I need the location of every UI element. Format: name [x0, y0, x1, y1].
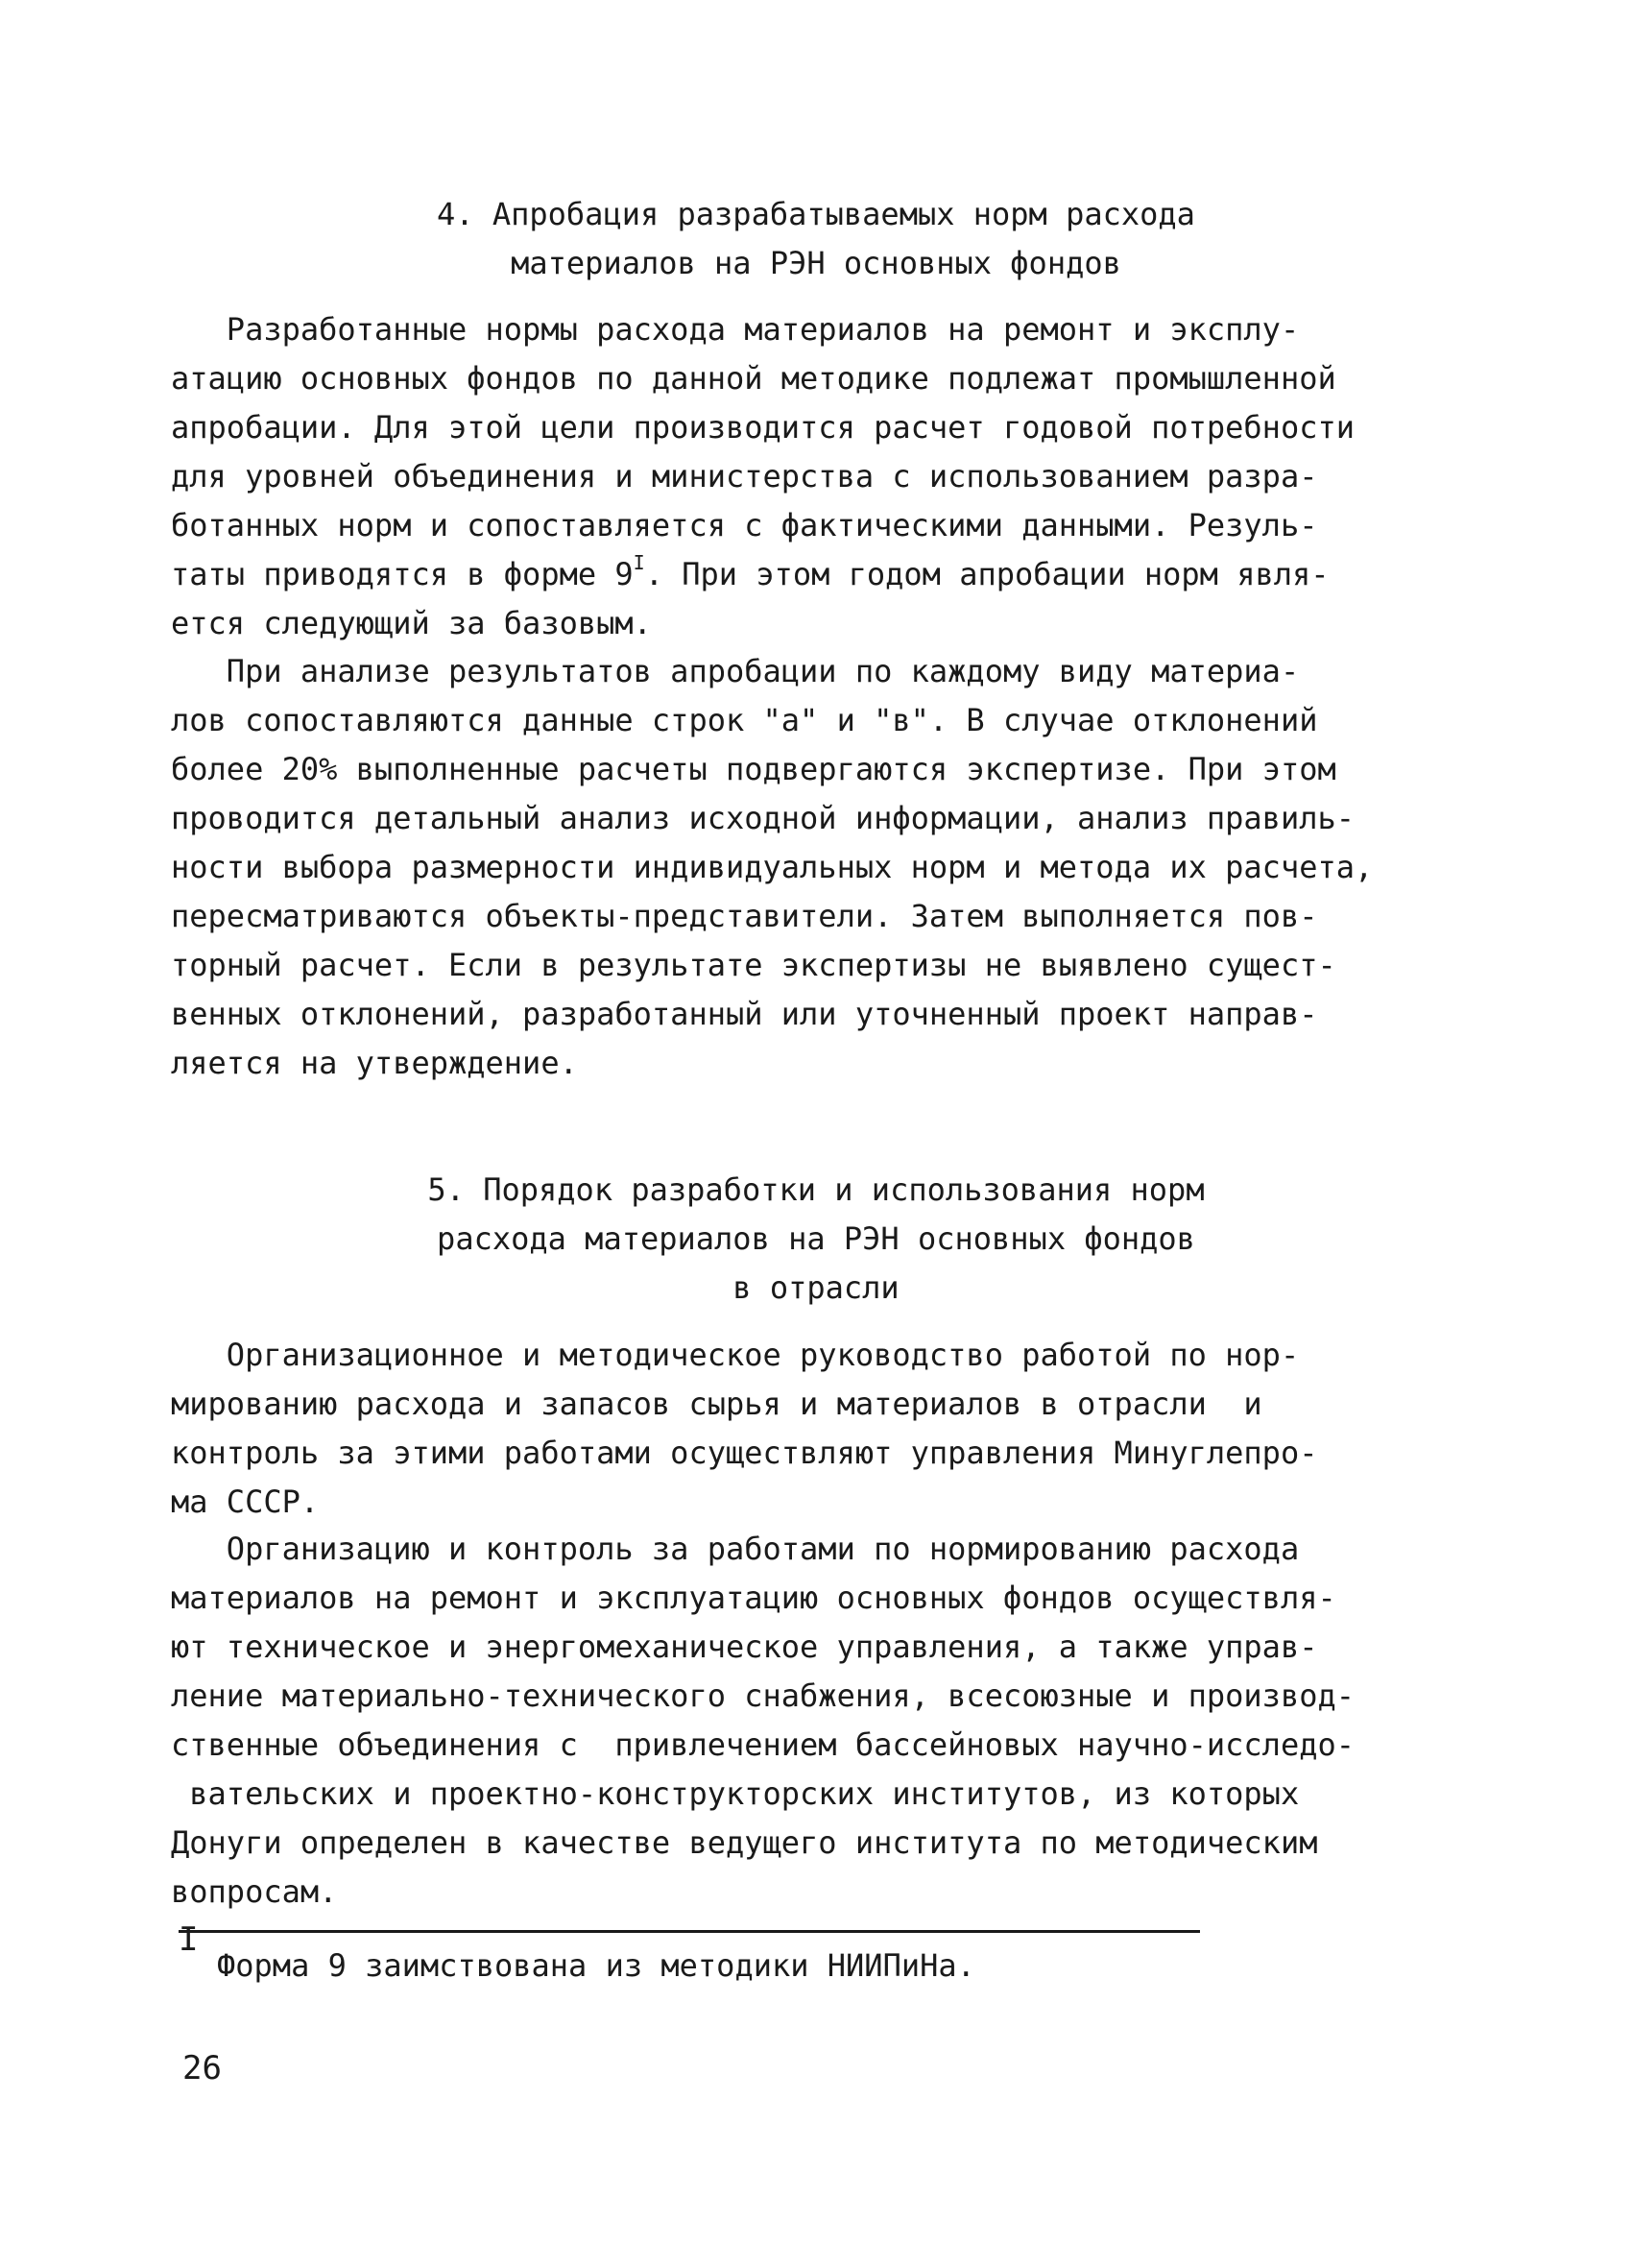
text-line: ственные объединения с привлечением бассейновых научно-исследо-	[171, 1726, 1355, 1763]
text-line: ности выбора размерности индивидуальных норм и метода их расчета,	[171, 849, 1374, 885]
text-line: мированию расхода и запасов сырья и материалов в отрасли и	[171, 1386, 1262, 1422]
text-line: материалов на ремонт и эксплуатацию основных фондов осуществля-	[171, 1580, 1336, 1616]
text-line-with-footnote	[171, 550, 1476, 599]
heading-line: материалов на РЭН основных фондов	[511, 245, 1121, 281]
text-line: атацию основных фондов по данной методике подлежат промышленной	[171, 360, 1336, 397]
text-line: венных отклонений, разработанный или уточненный проект направ-	[171, 996, 1318, 1032]
text-line: Организацию и контроль за работами по нормированию расхода	[171, 1531, 1300, 1567]
text-line: Разработанные нормы расхода материалов на ремонт и эксплу-	[171, 311, 1300, 348]
section-4-paragraph-1	[171, 305, 1476, 648]
text-line: вопросам.	[171, 1873, 338, 1910]
section-5-heading	[0, 1166, 1632, 1313]
text-line: торный расчет. Если в результате экспертизы не выявлено сущест-	[171, 947, 1336, 983]
text-line: лов сопоставляются данные строк "а" и "в". В случае отклонений	[171, 702, 1318, 738]
heading-line: 4. Апробация разрабатываемых норм расхода	[437, 196, 1195, 232]
heading-line: 5. Порядок разработки и использования норм	[427, 1171, 1205, 1208]
section-5-paragraph-2	[171, 1525, 1476, 1917]
text-line: Организационное и методическое руководство работой по нор-	[171, 1337, 1300, 1373]
text-line: ление материально-технического снабжения, всесоюзные и производ-	[171, 1677, 1355, 1714]
text-line: ботанных норм и сопоставляется с фактическими данными. Резуль-	[171, 507, 1318, 543]
page-number: 26	[182, 2049, 222, 2087]
section-4-paragraph-2	[171, 647, 1476, 1088]
section-5-paragraph-1	[171, 1331, 1476, 1527]
text-line: для уровней объединения и министерства с использованием разра-	[171, 458, 1318, 495]
text-line: ют техническое и энергомеханическое управления, а также управ-	[171, 1629, 1318, 1665]
text-line: пересматриваются объекты-представители. Затем выполняется пов-	[171, 898, 1318, 934]
text-line: ется следующий за базовым.	[171, 605, 652, 641]
footnote-marker: I	[179, 1920, 199, 1959]
heading-line: в отрасли	[732, 1269, 900, 1306]
text-line: контроль за этими работами осуществляют управления Минуглепро-	[171, 1435, 1318, 1471]
text-fragment: таты приводятся в форме 9	[171, 556, 634, 592]
footnote-separator	[179, 1930, 1200, 1933]
footnote-text: Форма 9 заимствована из методики НИИПиНа.	[217, 1947, 975, 1984]
footnote-reference: I	[633, 551, 645, 575]
text-line: ма СССР.	[171, 1484, 320, 1520]
text-line: вательских и проектно-конструкторских институтов, из которых	[171, 1775, 1300, 1812]
text-fragment: . При этом годом апробации норм явля-	[644, 556, 1330, 592]
heading-line: расхода материалов на РЭН основных фондов	[437, 1220, 1195, 1257]
section-4-heading	[0, 190, 1632, 288]
text-line: ляется на утверждение.	[171, 1045, 578, 1081]
text-line: При анализе результатов апробации по каждому виду материа-	[171, 653, 1300, 689]
text-line: более 20% выполненные расчеты подвергаются экспертизе. При этом	[171, 751, 1336, 787]
text-line: проводится детальный анализ исходной информации, анализ правиль-	[171, 800, 1355, 836]
text-line: апробации. Для этой цели производится расчет годовой потребности	[171, 409, 1355, 446]
text-line: Донуги определен в качестве ведущего института по методическим	[171, 1824, 1318, 1861]
